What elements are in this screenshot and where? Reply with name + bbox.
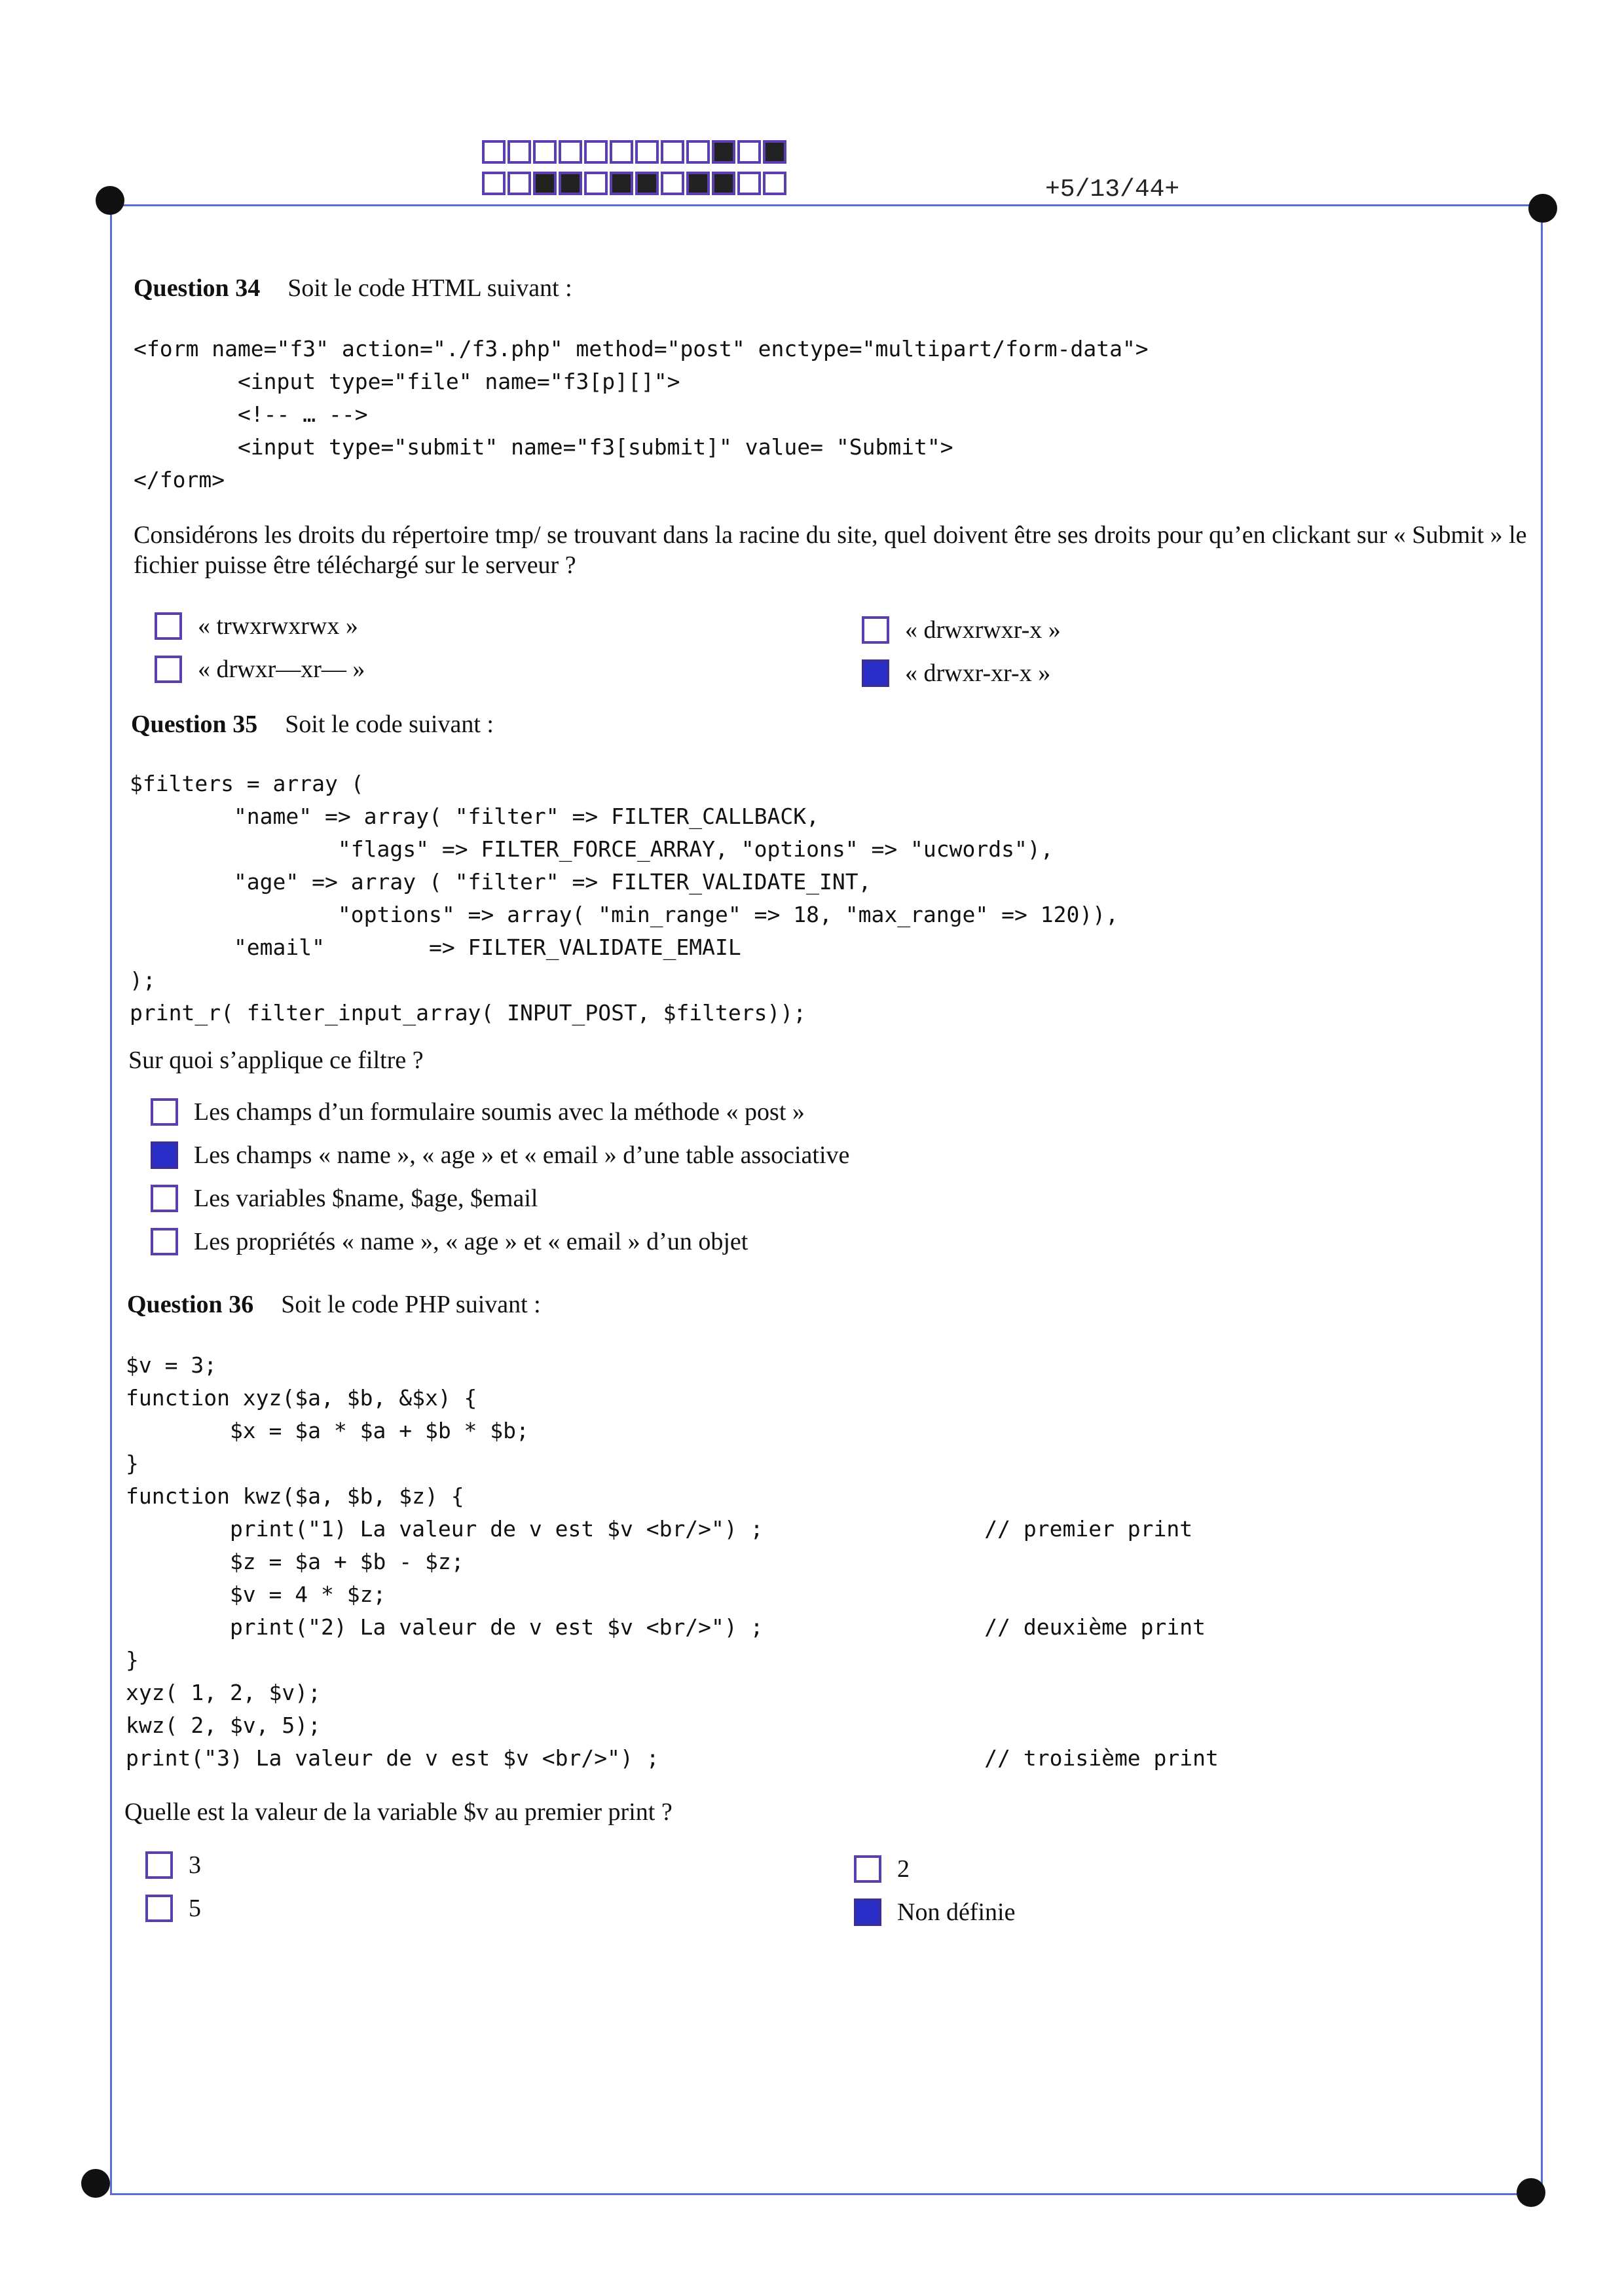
student-id-code-row-2	[482, 172, 788, 195]
id-code-box	[533, 172, 557, 195]
id-code-box	[482, 140, 506, 164]
q35-option-2[interactable]	[151, 1141, 849, 1170]
corner-mark-top-right	[1528, 194, 1557, 223]
student-id-code-row-1	[482, 140, 788, 164]
checkbox[interactable]	[854, 1898, 881, 1926]
id-code-box	[610, 172, 633, 195]
q34-option-4[interactable]	[862, 659, 1050, 688]
checkbox[interactable]	[862, 616, 889, 644]
checkbox[interactable]	[155, 656, 182, 683]
id-code-box	[661, 172, 684, 195]
checkbox[interactable]	[151, 1185, 178, 1212]
option-label: Les propriétés « name », « age » et « email » d’un objet	[194, 1228, 748, 1255]
question-36-header	[127, 1290, 541, 1319]
q36-option-1[interactable]	[145, 1851, 201, 1879]
id-code-box	[661, 140, 684, 164]
question-label: Question 34	[134, 274, 261, 302]
checkbox[interactable]	[862, 659, 889, 687]
option-label: Les variables $name, $age, $email	[194, 1185, 538, 1212]
q36-option-4[interactable]	[854, 1898, 1015, 1927]
option-label: Les champs « name », « age » et « email » d’une table associative	[194, 1141, 850, 1169]
id-code-box	[737, 172, 761, 195]
page-number: +5/13/44+	[1045, 176, 1180, 204]
option-label: 2	[897, 1855, 910, 1883]
checkbox[interactable]	[155, 612, 182, 640]
question-label: Question 36	[127, 1291, 254, 1318]
corner-mark-bottom-right	[1517, 2178, 1545, 2207]
checkbox[interactable]	[854, 1855, 881, 1883]
option-label: « drwxr-xr-x »	[905, 659, 1051, 687]
checkbox[interactable]	[145, 1895, 173, 1922]
q36-question: Quelle est la valeur de la variable $v au premier print ?	[124, 1798, 673, 1826]
corner-mark-top-left	[96, 186, 124, 215]
q34-paragraph: Considérons les droits du répertoire tmp/ se trouvant dans la racine du site, quel doivent être ses droits pour qu’en clickant sur « Submit » le fichier puisse être téléchargé sur le serveur ?	[134, 521, 1527, 579]
checkbox[interactable]	[151, 1141, 178, 1169]
option-label: « trwxrwxrwx »	[198, 612, 358, 640]
corner-mark-bottom-left	[81, 2169, 110, 2198]
id-code-box	[507, 140, 531, 164]
q35-question: Sur quoi s’applique ce filtre ?	[128, 1046, 424, 1074]
q36-option-2[interactable]	[145, 1894, 201, 1923]
id-code-box	[482, 172, 506, 195]
q36-code-block: $v = 3; function xyz($a, $b, &$x) { $x = $a * $a + $b * $b; } function kwz($a, $b, $z) { print("1) La valeur de v est $v <br/>") ; // premier print $z = $a + $b - $z; $v = 4 * $z; print("2) La valeur de v est $v <br/>") ; // deuxième print } xyz( 1, 2, $v); kwz( 2, $v, 5); print("3) La valeur de v est $v <br/>") ; // troisième print	[126, 1352, 1219, 1771]
option-label: 5	[189, 1895, 201, 1922]
option-label: 3	[189, 1851, 201, 1879]
question-prompt: Soit le code PHP suivant :	[281, 1291, 541, 1318]
question-35-header	[131, 710, 494, 739]
id-code-box	[507, 172, 531, 195]
id-code-box	[533, 140, 557, 164]
checkbox[interactable]	[151, 1228, 178, 1255]
question-prompt: Soit le code HTML suivant :	[287, 274, 572, 302]
q35-code-block: $filters = array ( "name" => array( "filter" => FILTER_CALLBACK, "flags" => FILTER_FORCE_ARRAY, "options" => "ucwords"), "age" => array ( "filter" => FILTER_VALIDATE_INT, "options" => array( "min_range" => 18, "max_range" => 120)), "email" => FILTER_VALIDATE_EMAIL ); print_r( filter_input_array( INPUT_POST, $filters));	[130, 771, 1118, 1026]
id-code-box	[635, 172, 659, 195]
id-code-box	[763, 172, 786, 195]
q35-option-4[interactable]	[151, 1227, 748, 1256]
q34-option-1[interactable]	[155, 612, 358, 640]
id-code-box	[584, 172, 608, 195]
id-code-box	[610, 140, 633, 164]
id-code-box	[559, 172, 582, 195]
option-label: « drwxr—xr— »	[198, 656, 365, 683]
id-code-box	[737, 140, 761, 164]
option-label: Non définie	[897, 1898, 1016, 1926]
id-code-box	[635, 140, 659, 164]
question-34-header	[134, 274, 572, 303]
id-code-box	[712, 140, 735, 164]
option-label: « drwxrwxr-x »	[905, 616, 1061, 644]
id-code-box	[559, 140, 582, 164]
q35-option-3[interactable]	[151, 1184, 538, 1213]
id-code-box	[584, 140, 608, 164]
q35-option-1[interactable]	[151, 1098, 805, 1126]
question-prompt: Soit le code suivant :	[285, 711, 494, 738]
q34-code-block: <form name="f3" action="./f3.php" method="post" enctype="multipart/form-data"> <input type="file" name="f3[p][]"> <!-- … --> <input type="submit" name="f3[submit]" value= "Submit"> </form>	[134, 336, 1149, 492]
q34-option-3[interactable]	[862, 616, 1061, 644]
question-label: Question 35	[131, 711, 258, 738]
id-code-box	[686, 140, 710, 164]
id-code-box	[763, 140, 786, 164]
id-code-box	[712, 172, 735, 195]
q36-option-3[interactable]	[854, 1855, 910, 1883]
checkbox[interactable]	[151, 1098, 178, 1126]
option-label: Les champs d’un formulaire soumis avec la méthode « post »	[194, 1098, 805, 1126]
id-code-box	[686, 172, 710, 195]
checkbox[interactable]	[145, 1851, 173, 1879]
q34-option-2[interactable]	[155, 655, 365, 684]
